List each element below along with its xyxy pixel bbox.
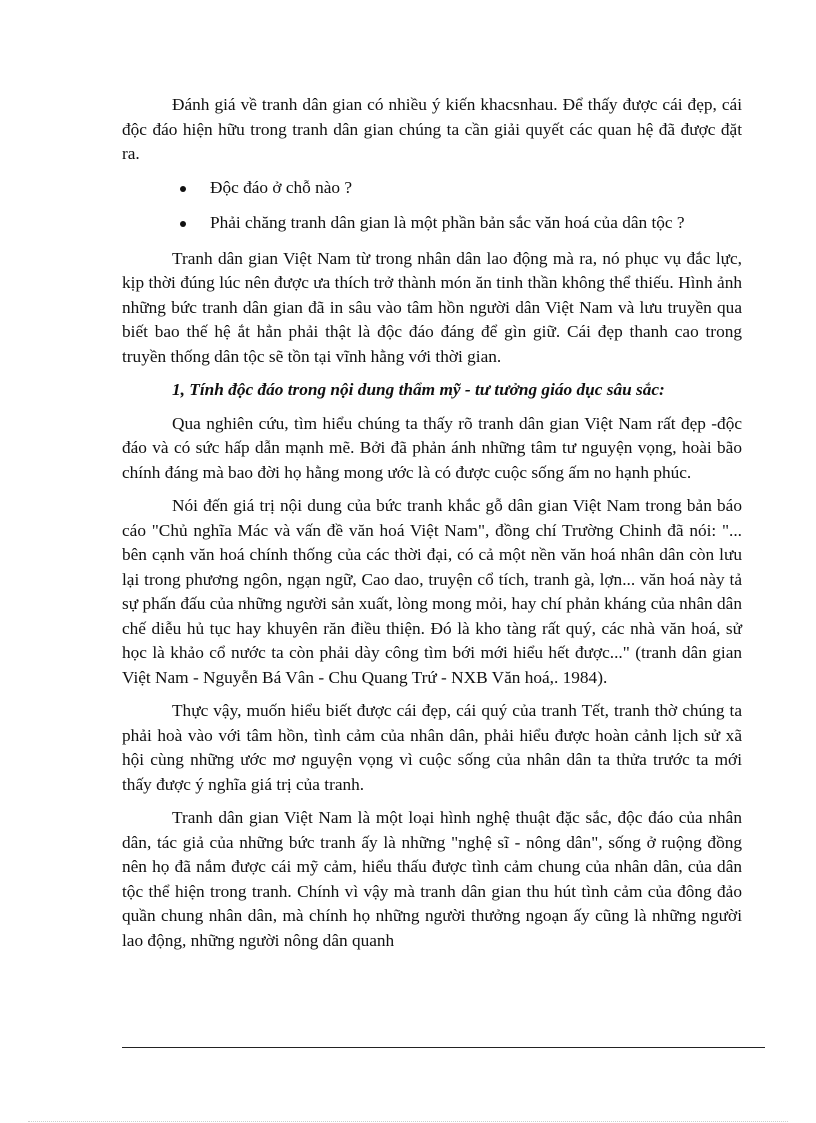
- paragraph-quote: Nói đến giá trị nội dung của bức tranh khắc gỗ dân gian Việt Nam trong bản báo cáo "Chủ nghĩa Mác và vấn đề văn hoá Việt Nam", đồng chí Trường Chinh đã nói: "... bên cạnh văn hoá chính thống của các thời đại, có cả một nền văn hoá nhân dân còn lưu lại trong phương ngôn, ngạn ngữ, Cao dao, truyện cổ tích, tranh gà, lợn... văn hoá này tả sự phấn đấu của những người sản xuất, lòng mong mỏi, hay chí phản kháng của nhân dân chế diễu hủ tục hay khuyên răn điều thiện. Đó là kho tàng rất quý, các nhà văn hoá, sử học là khảo cổ nước ta còn phải dày công tìm bới mới hiểu hết được..." (tranh dân gian Việt Nam - Nguyễn Bá Vân - Chu Quang Trứ - NXB Văn hoá,. 1984).: [122, 496, 742, 687]
- document-body: [122, 93, 742, 962]
- section-heading: 1, Tính độc đáo trong nội dung thẩm mỹ - tư tưởng giáo dục sâu sắc:: [172, 380, 665, 399]
- bullet-icon: [180, 186, 186, 192]
- footer-divider: [122, 1047, 765, 1048]
- paragraph-understanding: Thực vậy, muốn hiểu biết được cái đẹp, cái quý của tranh Tết, tranh thờ chúng ta phải hoà vào với tâm hồn, tình cảm của nhân dân, phải hiểu được hoàn cảnh lịch sử xã hội cùng những ước mơ nguyện vọng vì cuộc sống của nhân dân ta thửa trước ta mới thấy được ý nghĩa giá trị của tranh.: [122, 701, 742, 794]
- bullet-icon: [180, 221, 186, 227]
- list-item: [122, 211, 742, 236]
- paragraph-origin: Tranh dân gian Việt Nam từ trong nhân dân lao động mà ra, nó phục vụ đắc lực, kịp thời đúng lúc nên được ưa thích trở thành món ăn tinh thần không thể thiếu. Hình ảnh những bức tranh dân gian đã in sâu vào tâm hồn người dân Việt Nam và lưu truyền qua biết bao thế hệ ắt hẳn phải thật là độc đáo đáng để gìn giữ. Cái đẹp thanh cao trong truyền thống dân tộc sẽ tồn tại vĩnh hằng với thời gian.: [122, 248, 742, 366]
- paragraph-intro: Đánh giá về tranh dân gian có nhiều ý kiến khacsnhau. Để thấy được cái đẹp, cái độc đáo hiện hữu trong tranh dân gian chúng ta cần giải quyết các quan hệ đã được đặt ra.: [122, 95, 742, 163]
- question-list: [122, 176, 742, 236]
- paragraph-research: Qua nghiên cứu, tìm hiểu chúng ta thấy rõ tranh dân gian Việt Nam rất đẹp -độc đáo và có sức hấp dẫn mạnh mẽ. Bởi đã phản ánh những tâm tư nguyện vọng, hoài bão chính đáng mà bao đời họ hằng mong ước là có được cuộc sống ấm no hạnh phúc.: [122, 413, 742, 482]
- page-bottom-edge: [28, 1121, 788, 1122]
- paragraph-artform: Tranh dân gian Việt Nam là một loại hình nghệ thuật đặc sắc, độc đáo của nhân dân, tác giả của những bức tranh ấy là những "nghệ sĩ - nông dân", sống ở ruộng đồng nên họ đã nắm được cái mỹ cảm, hiểu thấu được tình cảm chung của nhân dân, của dân tộc thể hiện trong tranh. Chính vì vậy mà tranh dân gian thu hút tình cảm của đông đảo quần chung nhân dân, mà chính họ những người thưởng ngoạn ấy cũng là những người lao động, những người nông dân quanh: [122, 808, 742, 950]
- list-item: [122, 176, 742, 201]
- list-item-text: Độc đáo ở chỗ nào ?: [210, 177, 353, 197]
- list-item-text: Phải chăng tranh dân gian là một phần bản sắc văn hoá của dân tộc ?: [210, 213, 685, 232]
